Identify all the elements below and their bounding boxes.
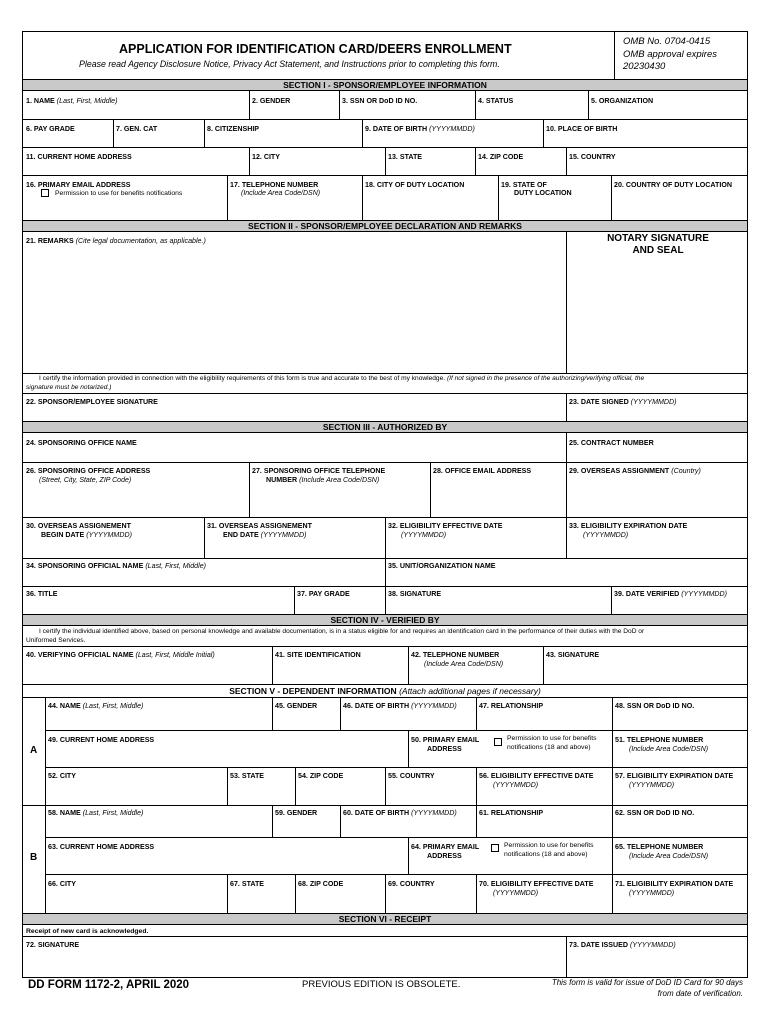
dep-b-address-label: 63. CURRENT HOME ADDRESS xyxy=(48,843,155,851)
citizenship-field[interactable] xyxy=(205,134,361,147)
field-22-label: 22. SPONSOR/EMPLOYEE SIGNATURE xyxy=(26,398,158,406)
eligibility-expiration-field[interactable] xyxy=(567,541,747,558)
sponsor-signature-field[interactable] xyxy=(23,407,565,421)
state-field[interactable] xyxy=(386,162,474,175)
verifier-signature-field[interactable] xyxy=(544,662,747,684)
dep-a-address-field[interactable] xyxy=(46,748,407,767)
certification-text: I certify the information provided in connection with the eligibility requirements of this form is true and accurate to the best of my knowledge. (If not signed in the presence of the authorizing/verifying official, the xyxy=(39,375,645,382)
dependent-b-marker: B xyxy=(30,852,38,863)
omb-number: OMB No. 0704-0415 xyxy=(623,36,711,47)
field-39-label: 39. DATE VERIFIED (YYYYMMDD) xyxy=(614,590,728,598)
field-41-label: 41. SITE IDENTIFICATION xyxy=(275,651,361,659)
eligibility-effective-field[interactable] xyxy=(386,541,565,558)
dep-a-zip-field[interactable] xyxy=(296,790,384,805)
divider xyxy=(23,175,747,176)
field-25-label: 25. CONTRACT NUMBER xyxy=(569,439,654,447)
dep-a-telephone-field[interactable] xyxy=(613,754,747,767)
name-field[interactable] xyxy=(23,106,248,119)
field-24-label: 24. SPONSORING OFFICE NAME xyxy=(26,439,137,447)
dep-a-country-field[interactable] xyxy=(386,790,475,805)
receipt-acknowledgement: Receipt of new card is acknowledged. xyxy=(26,928,149,935)
field-15-label: 15. COUNTRY xyxy=(569,153,616,161)
city-field[interactable] xyxy=(250,162,384,175)
office-email-field[interactable] xyxy=(431,487,565,517)
dep-b-city-field[interactable] xyxy=(46,898,226,913)
field-19-label: 19. STATE OF xyxy=(501,181,547,189)
field-9-label: 9. DATE OF BIRTH (YYYYMMDD) xyxy=(365,125,475,133)
dep-a-email-field[interactable] xyxy=(409,754,611,767)
unit-organization-field[interactable] xyxy=(386,572,747,586)
dep-a-telephone-sublabel: (Include Area Code/DSN) xyxy=(629,746,709,753)
dep-a-ssn-field[interactable] xyxy=(613,712,747,730)
field-21-label: 21. REMARKS (Cite legal documentation, as applicable.) xyxy=(26,237,206,245)
field-33-sublabel: (YYYYMMDD) xyxy=(583,532,629,539)
dep-b-country-label: 69. COUNTRY xyxy=(388,880,435,888)
field-11-label: 11. CURRENT HOME ADDRESS xyxy=(26,153,132,161)
organization-field[interactable] xyxy=(589,106,747,119)
dep-b-zip-label: 68. ZIP CODE xyxy=(298,880,344,888)
dep-a-relationship-label: 47. RELATIONSHIP xyxy=(479,702,544,710)
dep-b-country-field[interactable] xyxy=(386,898,475,913)
field-2-label: 2. GENDER xyxy=(252,97,291,105)
field-18-label: 18. CITY OF DUTY LOCATION xyxy=(365,181,465,189)
dep-a-city-label: 52. CITY xyxy=(48,772,76,780)
field-27-label: 27. SPONSORING OFFICE TELEPHONE xyxy=(252,467,386,475)
title-field[interactable] xyxy=(23,600,293,614)
field-40-label: 40. VERIFYING OFFICIAL NAME (Last, First, Middle Initial) xyxy=(26,651,215,659)
dep-b-email-label: 64. PRIMARY EMAIL xyxy=(411,843,480,851)
duty-state-field[interactable] xyxy=(499,200,610,220)
dep-b-effective-label: 70. ELIGIBILITY EFFECTIVE DATE xyxy=(479,880,594,888)
dep-b-telephone-field[interactable] xyxy=(613,861,747,874)
form-title: APPLICATION FOR IDENTIFICATION CARD/DEERS ENROLLMENT xyxy=(119,42,512,56)
divider xyxy=(23,805,747,806)
field-31-label-2: END DATE (YYYYMMDD) xyxy=(223,531,307,539)
verifier-telephone-field[interactable] xyxy=(409,670,542,684)
section-6-header: SECTION VI - RECEIPT xyxy=(23,913,747,925)
field-26-label: 26. SPONSORING OFFICE ADDRESS xyxy=(26,467,151,475)
dep-a-gender-field[interactable] xyxy=(273,712,339,730)
field-16-label: 16. PRIMARY EMAIL ADDRESS xyxy=(26,181,131,189)
date-of-birth-field[interactable] xyxy=(363,134,542,147)
contract-number-field[interactable] xyxy=(567,448,747,462)
dep-b-zip-field[interactable] xyxy=(296,898,384,913)
dep-a-expiration-label: 57. ELIGIBILITY EXPIRATION DATE xyxy=(615,772,734,780)
field-43-label: 43. SIGNATURE xyxy=(546,651,600,659)
dep-b-expiration-label: 71. ELIGIBILITY EXPIRATION DATE xyxy=(615,880,734,888)
field-10-label: 10. PLACE OF BIRTH xyxy=(546,125,618,133)
form-identifier: DD FORM 1172-2, APRIL 2020 xyxy=(28,979,190,991)
zip-code-field[interactable] xyxy=(476,162,565,175)
field-17-label: 17. TELEPHONE NUMBER xyxy=(230,181,319,189)
divider xyxy=(566,232,567,373)
field-17-sublabel: (Include Area Code/DSN) xyxy=(241,190,321,197)
dep-a-state-label: 53. STATE xyxy=(230,772,265,780)
field-36-label: 36. TITLE xyxy=(26,590,58,598)
validity-notice: This form is valid for issue of DoD ID Card for 90 days from date of verification. xyxy=(551,978,743,998)
field-13-label: 13. STATE xyxy=(388,153,423,161)
dep-a-telephone-label: 51. TELEPHONE NUMBER xyxy=(615,736,704,744)
obsolete-notice: PREVIOUS EDITION IS OBSOLETE. xyxy=(302,979,461,990)
field-37-label: 37. PAY GRADE xyxy=(297,590,350,598)
overseas-assignment-field[interactable] xyxy=(567,487,747,517)
official-pay-grade-field[interactable] xyxy=(295,600,384,614)
omb-date: 20230430 xyxy=(623,61,666,72)
dep-a-effective-sublabel: (YYYYMMDD) xyxy=(493,782,539,789)
divider xyxy=(23,697,747,698)
dep-a-expiration-field[interactable] xyxy=(613,790,747,805)
section-5-header: SECTION V - DEPENDENT INFORMATION (Attach additional pages if necessary) xyxy=(229,686,541,696)
divider xyxy=(23,119,747,120)
dep-a-state-field[interactable] xyxy=(228,790,294,805)
field-30-label: 30. OVERSEAS ASSIGNEMENT xyxy=(26,522,131,530)
dep-a-relationship-field[interactable] xyxy=(477,712,611,730)
dep-b-telephone-label: 65. TELEPHONE NUMBER xyxy=(615,843,704,851)
dep-a-country-label: 55. COUNTRY xyxy=(388,772,435,780)
dep-a-benefits-checkbox[interactable] xyxy=(494,738,502,746)
divider xyxy=(23,936,747,937)
form-container xyxy=(22,31,748,978)
omb-approval: OMB approval expires xyxy=(623,49,717,60)
field-30-label-2: BEGIN DATE (YYYYMMDD) xyxy=(41,531,132,539)
dep-a-effective-field[interactable] xyxy=(477,790,611,805)
field-1-label: 1. NAME (Last, First, Middle) xyxy=(26,97,118,105)
section-1-header: SECTION I - SPONSOR/EMPLOYEE INFORMATION xyxy=(23,79,747,91)
dep-b-address-field[interactable] xyxy=(46,855,407,874)
dep-b-relationship-label: 61. RELATIONSHIP xyxy=(479,809,544,817)
field-6-label: 6. PAY GRADE xyxy=(26,125,75,133)
duty-city-field[interactable] xyxy=(363,200,497,220)
field-23-label: 23. DATE SIGNED (YYYYMMDD) xyxy=(569,398,677,406)
field-42-sublabel: (Include Area Code/DSN) xyxy=(424,661,504,668)
divider xyxy=(23,462,747,463)
field-4-label: 4. STATUS xyxy=(478,97,514,105)
receipt-signature-field[interactable] xyxy=(23,951,565,977)
authorizing-signature-field[interactable] xyxy=(386,600,610,614)
field-32-label: 32. ELIGIBILITY EFFECTIVE DATE xyxy=(388,522,503,530)
date-signed-field[interactable] xyxy=(567,407,747,421)
dep-a-ssn-label: 48. SSN OR DoD ID NO. xyxy=(615,702,695,710)
dep-a-name-label: 44. NAME (Last, First, Middle) xyxy=(48,702,144,710)
date-issued-field[interactable] xyxy=(567,951,747,977)
field-33-label: 33. ELIGIBILITY EXPIRATION DATE xyxy=(569,522,688,530)
dep-b-state-label: 67. STATE xyxy=(230,880,265,888)
divider xyxy=(45,730,747,731)
divider xyxy=(23,393,747,394)
dep-b-name-label: 58. NAME (Last, First, Middle) xyxy=(48,809,144,817)
dep-a-benefits-label: Permission to use for benefits notifications (18 and above) xyxy=(507,735,597,751)
remarks-field[interactable] xyxy=(23,247,565,371)
divider xyxy=(45,874,747,875)
notary-signature-label: NOTARY SIGNATURE AND SEAL xyxy=(607,233,709,256)
ssn-field[interactable] xyxy=(340,106,474,119)
gender-field[interactable] xyxy=(250,106,338,119)
dep-a-dob-field[interactable] xyxy=(341,712,475,730)
pay-grade-field[interactable] xyxy=(23,134,112,147)
telephone-field[interactable] xyxy=(228,200,361,220)
site-identification-field[interactable] xyxy=(273,662,407,684)
benefits-permission-checkbox[interactable] xyxy=(41,189,49,197)
field-73-label: 73. DATE ISSUED (YYYYMMDD) xyxy=(569,941,676,949)
dep-b-expiration-field[interactable] xyxy=(613,898,747,913)
dep-b-effective-sublabel: (YYYYMMDD) xyxy=(493,890,539,897)
field-35-label: 35. UNIT/ORGANIZATION NAME xyxy=(388,562,496,570)
form-instructions: Please read Agency Disclosure Notice, Privacy Act Statement, and Instructions prior to completing this form. xyxy=(79,59,500,69)
verifying-official-name-field[interactable] xyxy=(23,662,271,684)
dep-b-email-field[interactable] xyxy=(409,861,611,874)
field-19-label-2: DUTY LOCATION xyxy=(514,189,572,197)
field-31-label: 31. OVERSEAS ASSIGNEMENT xyxy=(207,522,312,530)
place-of-birth-field[interactable] xyxy=(544,134,747,147)
dep-a-effective-label: 56. ELIGIBILITY EFFECTIVE DATE xyxy=(479,772,594,780)
field-29-label: 29. OVERSEAS ASSIGNMENT (Country) xyxy=(569,467,701,475)
dep-b-dob-field[interactable] xyxy=(341,819,475,837)
certification-text-2: signature must be notarized.) xyxy=(26,384,112,391)
field-34-label: 34. SPONSORING OFFICIAL NAME (Last, First, Middle) xyxy=(26,562,207,570)
dep-a-name-field[interactable] xyxy=(46,712,271,730)
dep-a-zip-label: 54. ZIP CODE xyxy=(298,772,344,780)
divider xyxy=(23,646,747,647)
dep-b-state-field[interactable] xyxy=(228,898,294,913)
field-20-label: 20. COUNTRY OF DUTY LOCATION xyxy=(614,181,732,189)
dep-b-relationship-field[interactable] xyxy=(477,819,611,837)
overseas-end-date-field[interactable] xyxy=(205,541,384,558)
dep-a-email-label-2: ADDRESS xyxy=(427,745,462,753)
header-divider xyxy=(614,32,615,79)
dep-a-city-field[interactable] xyxy=(46,790,226,805)
field-5-label: 5. ORGANIZATION xyxy=(591,97,654,105)
overseas-begin-date-field[interactable] xyxy=(23,541,203,558)
dep-b-gender-field[interactable] xyxy=(273,819,339,837)
dep-b-dob-label: 60. DATE OF BIRTH (YYYYMMDD) xyxy=(343,809,457,817)
dep-b-benefits-checkbox[interactable] xyxy=(491,844,499,852)
dep-a-email-label: 50. PRIMARY EMAIL xyxy=(411,736,480,744)
field-72-label: 72. SIGNATURE xyxy=(26,941,80,949)
field-12-label: 12. CITY xyxy=(252,153,280,161)
home-address-field[interactable] xyxy=(23,162,248,175)
section-2-header: SECTION II - SPONSOR/EMPLOYEE DECLARATION AND REMARKS xyxy=(23,220,747,232)
section-4-header: SECTION IV - VERIFIED BY xyxy=(23,614,747,626)
divider xyxy=(45,767,747,768)
field-28-label: 28. OFFICE EMAIL ADDRESS xyxy=(433,467,532,475)
dep-a-gender-label: 45. GENDER xyxy=(275,702,318,710)
divider xyxy=(45,837,747,838)
date-verified-field[interactable] xyxy=(612,600,747,614)
status-field[interactable] xyxy=(476,106,587,119)
dep-b-city-label: 66. CITY xyxy=(48,880,76,888)
sponsoring-office-name-field[interactable] xyxy=(23,448,565,462)
dep-b-ssn-label: 62. SSN OR DoD ID NO. xyxy=(615,809,695,817)
duty-country-field[interactable] xyxy=(612,200,747,220)
field-38-label: 38. SIGNATURE xyxy=(388,590,442,598)
dep-b-effective-field[interactable] xyxy=(477,898,611,913)
benefits-permission-label: Permission to use for benefits notifications xyxy=(55,190,183,197)
dep-a-expiration-sublabel: (YYYYMMDD) xyxy=(629,782,675,789)
dep-b-name-field[interactable] xyxy=(46,819,271,837)
field-42-label: 42. TELEPHONE NUMBER xyxy=(411,651,500,659)
dep-b-ssn-field[interactable] xyxy=(613,819,747,837)
field-3-label: 3. SSN OR DoD ID NO. xyxy=(342,97,418,105)
field-7-label: 7. GEN. CAT xyxy=(116,125,158,133)
sponsoring-office-address-field[interactable] xyxy=(23,487,248,517)
field-8-label: 8. CITIZENSHIP xyxy=(207,125,260,133)
dep-b-benefits-label: Permission to use for benefits notifications (18 and above) xyxy=(504,842,594,858)
dep-a-dob-label: 46. DATE OF BIRTH (YYYYMMDD) xyxy=(343,702,457,710)
section-3-header: SECTION III - AUTHORIZED BY xyxy=(23,421,747,433)
dep-a-address-label: 49. CURRENT HOME ADDRESS xyxy=(48,736,155,744)
dep-b-email-label-2: ADDRESS xyxy=(427,852,462,860)
dependent-a-marker: A xyxy=(30,745,38,756)
verification-statement-2: Uniformed Services. xyxy=(26,637,86,644)
field-32-sublabel: (YYYYMMDD) xyxy=(401,532,447,539)
email-field[interactable] xyxy=(23,200,226,220)
field-26-sublabel: (Street, City, State, ZIP Code) xyxy=(39,477,132,484)
dep-b-expiration-sublabel: (YYYYMMDD) xyxy=(629,890,675,897)
field-27-label-2: NUMBER (Include Area Code/DSN) xyxy=(266,476,380,484)
gen-cat-field[interactable] xyxy=(114,134,203,147)
verification-statement: I certify the individual identified above, based on personal knowledge and available documentation, is in a status eligible for and requires an identification card in the performance of their duties with the DoD or xyxy=(39,628,645,635)
dep-b-gender-label: 59. GENDER xyxy=(275,809,318,817)
sponsoring-official-name-field[interactable] xyxy=(23,572,384,586)
dep-b-telephone-sublabel: (Include Area Code/DSN) xyxy=(629,853,709,860)
country-field[interactable] xyxy=(567,162,747,175)
field-14-label: 14. ZIP CODE xyxy=(478,153,524,161)
sponsoring-office-phone-field[interactable] xyxy=(250,487,429,517)
